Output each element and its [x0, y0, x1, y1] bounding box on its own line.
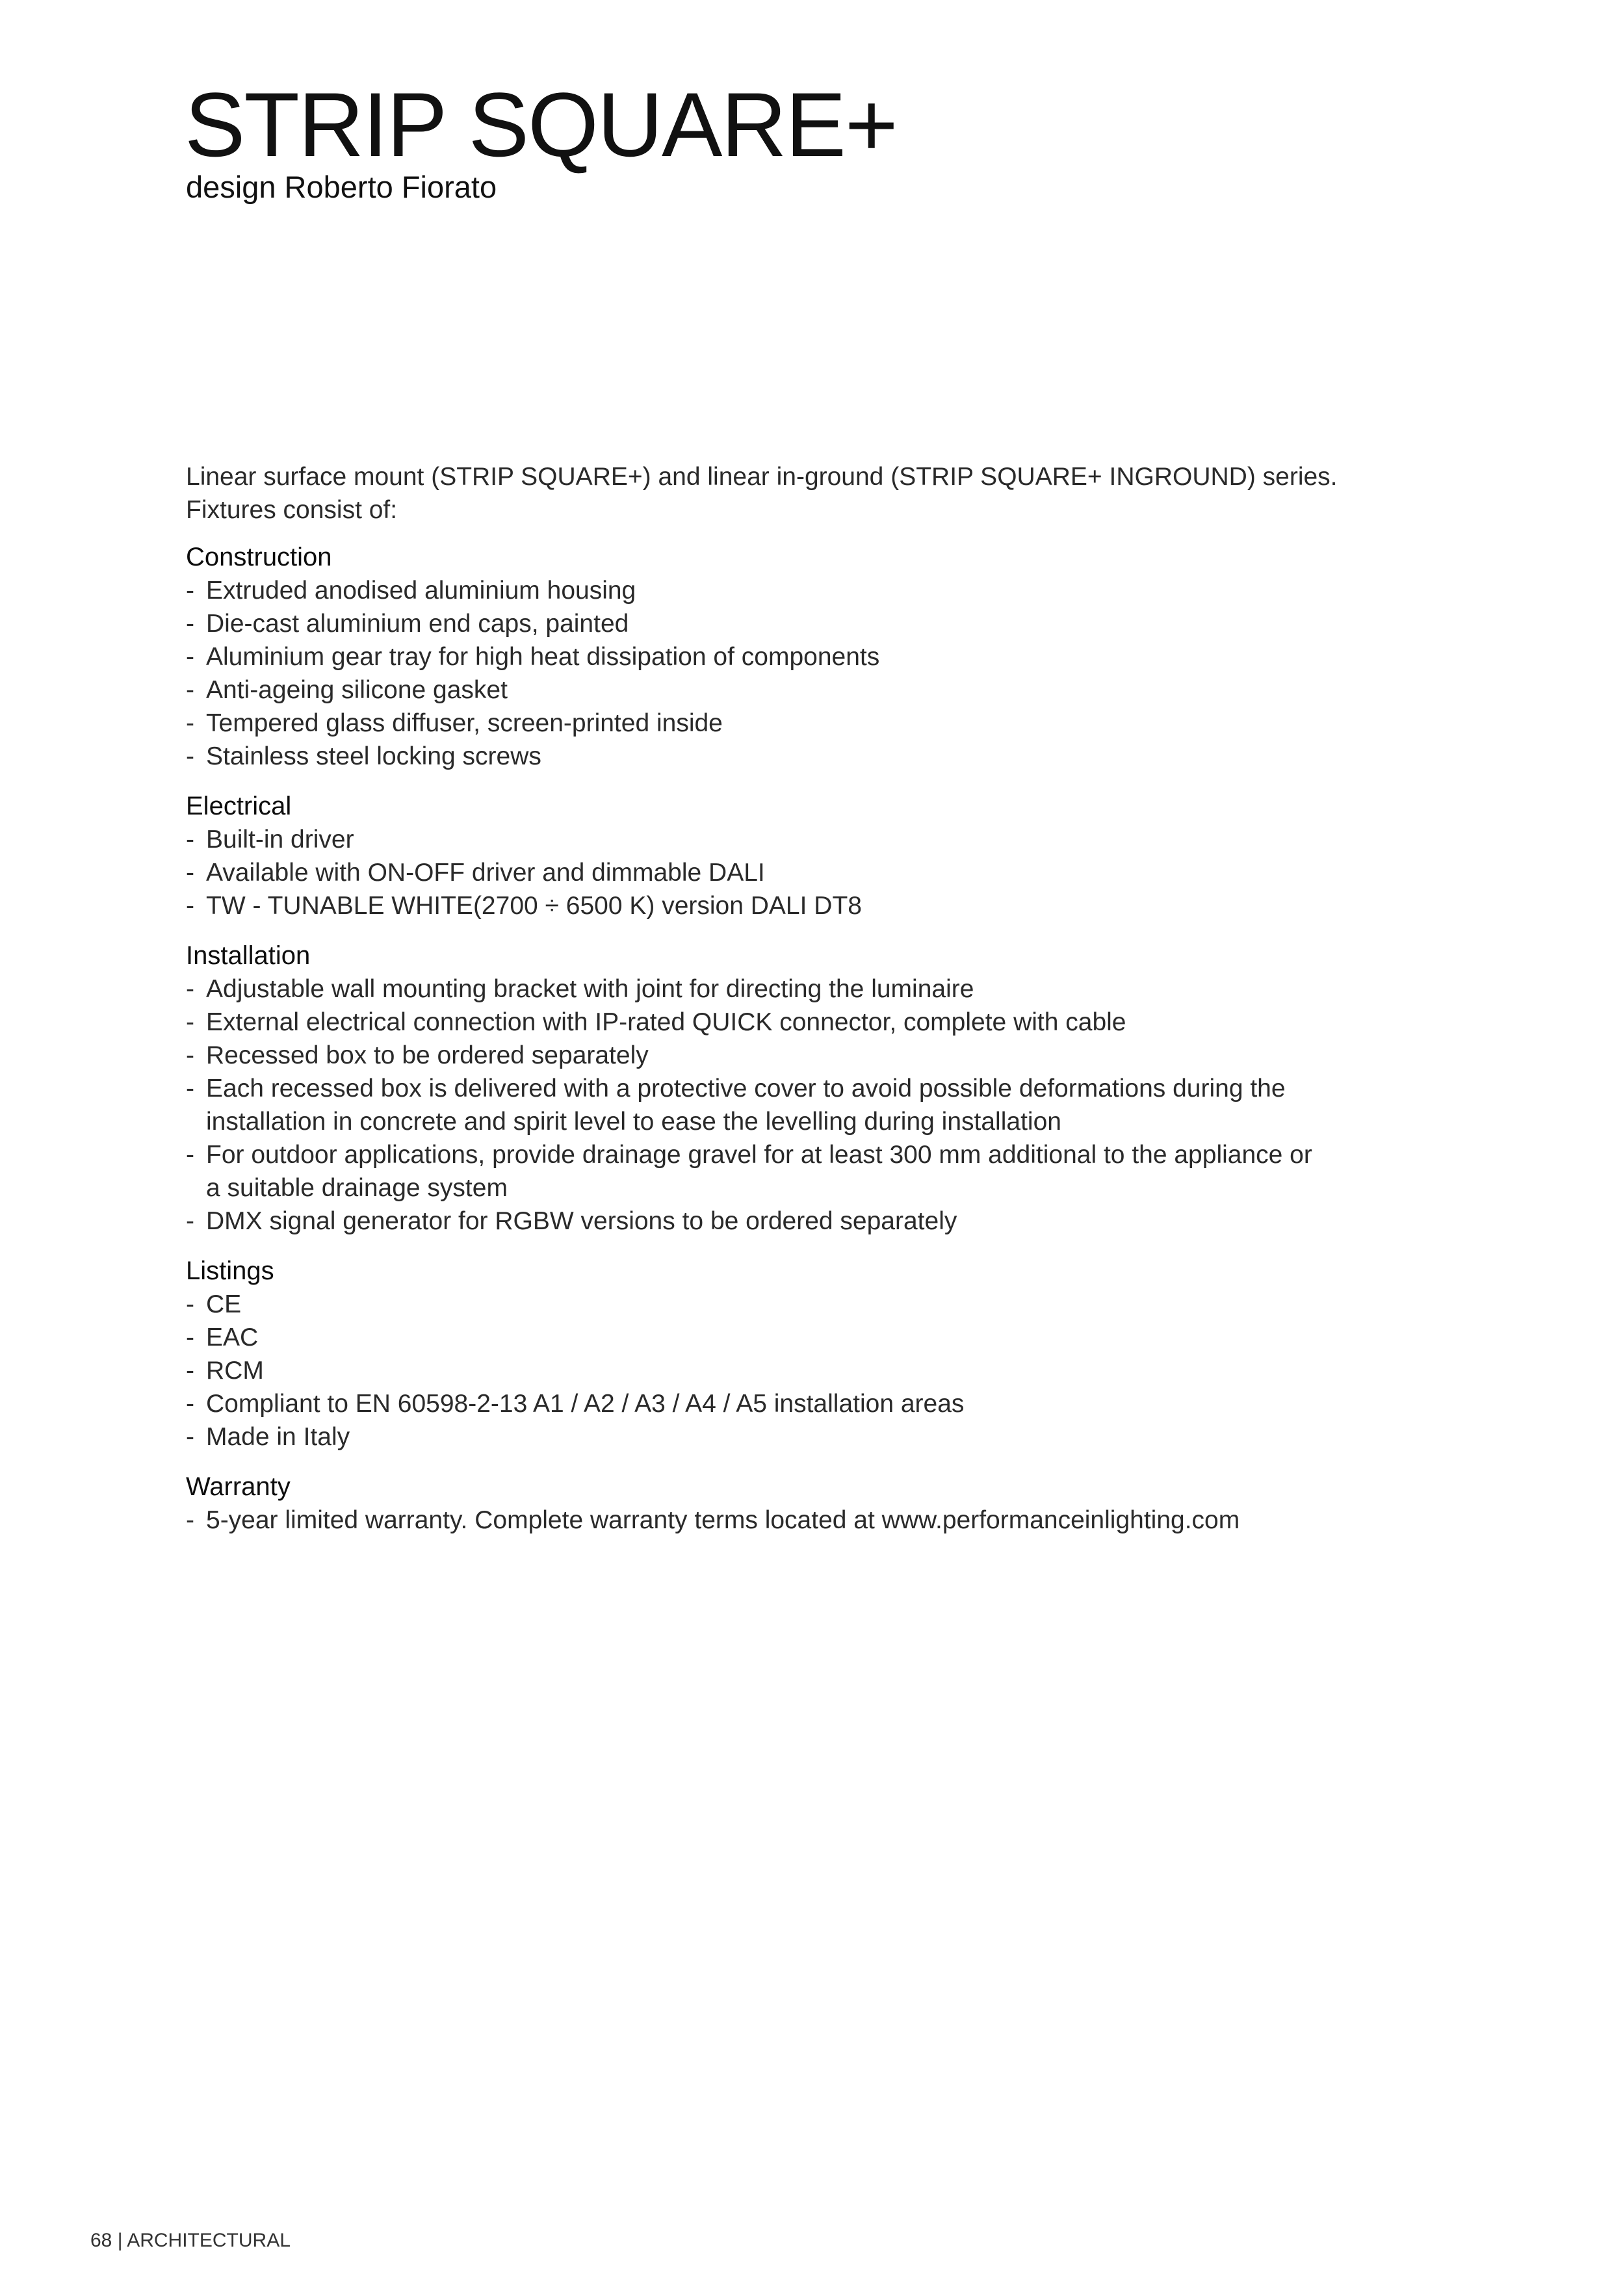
bullet-dash: -: [186, 859, 194, 887]
list-item: [186, 740, 1330, 773]
item-list: [186, 972, 1330, 1238]
item-text: Extruded anodised aluminium housing: [206, 577, 636, 605]
bullet-dash: -: [186, 1324, 194, 1351]
list-item: [186, 1006, 1330, 1039]
section-listings: [186, 1255, 1330, 1454]
list-item: [186, 1205, 1330, 1238]
list-item: [186, 1138, 1330, 1205]
item-list: [186, 823, 1330, 922]
bullet-dash: -: [186, 610, 194, 638]
item-text: For outdoor applications, provide drainage gravel for at least 300 mm additional to the appliance or a suitable drainage system: [206, 1141, 1312, 1202]
list-item: [186, 1387, 1330, 1420]
item-text: 5-year limited warranty. Complete warranty terms located at www.performanceinlighting.com: [206, 1506, 1240, 1534]
bullet-dash: -: [186, 1357, 194, 1385]
section-heading: Electrical: [186, 792, 292, 820]
item-text: External electrical connection with IP-rated QUICK connector, complete with cable: [206, 1008, 1126, 1036]
bullet-dash: -: [186, 742, 194, 770]
page-number: 68: [90, 2230, 112, 2251]
bullet-dash: -: [186, 1207, 194, 1235]
page-title: STRIP SQUARE+: [185, 73, 897, 176]
list-item: [186, 1039, 1330, 1072]
list-item: [186, 1288, 1330, 1321]
bullet-dash: -: [186, 709, 194, 737]
list-item: [186, 1072, 1330, 1138]
item-text: Compliant to EN 60598-2-13 A1 / A2 / A3 / A4 / A5 installation areas: [206, 1390, 965, 1418]
item-text: Available with ON-OFF driver and dimmable DALI: [206, 859, 765, 887]
item-text: Die-cast aluminium end caps, painted: [206, 610, 629, 638]
list-item: [186, 1504, 1330, 1537]
bullet-dash: -: [186, 1390, 194, 1418]
list-item: [186, 707, 1330, 740]
bullet-dash: -: [186, 975, 194, 1003]
item-text: DMX signal generator for RGBW versions to be ordered separately: [206, 1207, 957, 1235]
section-heading: Warranty: [186, 1472, 291, 1501]
section-installation: [186, 939, 1330, 1238]
item-text: RCM: [206, 1357, 264, 1385]
item-text: TW - TUNABLE WHITE(2700 ÷ 6500 K) version DALI DT8: [206, 892, 862, 920]
bullet-dash: -: [186, 1075, 194, 1102]
list-item: [186, 1420, 1330, 1454]
item-text: CE: [206, 1290, 242, 1318]
intro-line: Fixtures consist of:: [186, 496, 398, 524]
intro-text: [186, 460, 1338, 527]
list-item: [186, 640, 1330, 673]
bullet-dash: -: [186, 1290, 194, 1318]
bullet-dash: -: [186, 1423, 194, 1451]
item-text: Aluminium gear tray for high heat dissipation of components: [206, 643, 880, 671]
list-item: [186, 1321, 1330, 1354]
item-text: Made in Italy: [206, 1423, 350, 1451]
bullet-dash: -: [186, 1141, 194, 1169]
list-item: [186, 673, 1330, 707]
bullet-dash: -: [186, 826, 194, 854]
page-footer: [90, 2231, 291, 2250]
section-heading: Installation: [186, 941, 311, 970]
item-text: Recessed box to be ordered separately: [206, 1041, 649, 1069]
item-text: Tempered glass diffuser, screen-printed inside: [206, 709, 723, 737]
intro-line: Linear surface mount (STRIP SQUARE+) and linear in-ground (STRIP SQUARE+ INGROUND) series.: [186, 463, 1338, 491]
section-warranty: [186, 1470, 1330, 1537]
item-text: Adjustable wall mounting bracket with joint for directing the luminaire: [206, 975, 974, 1003]
designer-credit: design Roberto Fiorato: [186, 170, 497, 204]
bullet-dash: -: [186, 577, 194, 605]
item-text: Anti-ageing silicone gasket: [206, 676, 508, 704]
item-list: [186, 1504, 1330, 1537]
item-list: [186, 574, 1330, 773]
bullet-dash: -: [186, 643, 194, 671]
item-text: Each recessed box is delivered with a protective cover to avoid possible deformations during the installation in concrete and spirit level to ease the levelling during installation: [206, 1075, 1286, 1136]
list-item: [186, 574, 1330, 607]
section-construction: [186, 541, 1330, 773]
bullet-dash: -: [186, 1008, 194, 1036]
list-item: [186, 972, 1330, 1006]
spec-content: [186, 460, 1338, 1554]
item-text: Stainless steel locking screws: [206, 742, 541, 770]
item-text: Built-in driver: [206, 826, 354, 854]
bullet-dash: -: [186, 676, 194, 704]
bullet-dash: -: [186, 892, 194, 920]
list-item: [186, 889, 1330, 922]
item-text: EAC: [206, 1324, 259, 1351]
list-item: [186, 607, 1330, 640]
section-electrical: [186, 790, 1330, 922]
list-item: [186, 1354, 1330, 1387]
list-item: [186, 856, 1330, 889]
footer-section-name: ARCHITECTURAL: [127, 2230, 291, 2251]
section-heading: Construction: [186, 543, 332, 571]
section-heading: Listings: [186, 1257, 274, 1285]
bullet-dash: -: [186, 1041, 194, 1069]
list-item: [186, 823, 1330, 856]
bullet-dash: -: [186, 1506, 194, 1534]
footer-separator: |: [117, 2230, 123, 2251]
item-list: [186, 1288, 1330, 1454]
